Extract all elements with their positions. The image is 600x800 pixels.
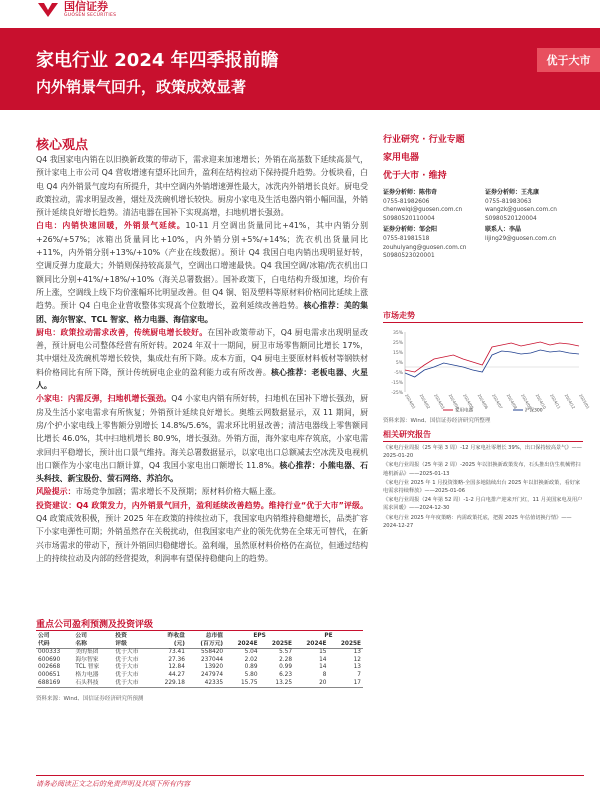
table-row <box>36 649 363 657</box>
cell-mktcap: 13920 <box>204 664 224 671</box>
cell-close: 44.27 <box>168 671 185 678</box>
x-tick-label: 2024/05 <box>462 393 475 410</box>
analyst-name: 证券分析师：王兆康 <box>485 189 540 196</box>
y-tick-label: 15% <box>392 351 403 356</box>
cell-name: 石头科技 <box>73 680 113 688</box>
table-header-row <box>36 633 363 641</box>
cell-pe25: 13 <box>353 664 361 671</box>
cell-name: 海尔智家 <box>75 656 99 663</box>
col-header: 2025E <box>329 641 364 649</box>
related-item[interactable]: 《家电行业周报（25 年第 3 周）-12 月家电社零增长 39%，出口保持较高景气》——2025-01-20 <box>383 445 582 460</box>
kitchen-paragraph <box>36 326 368 392</box>
col-header-eps: EPS <box>253 633 266 639</box>
cell-rating: 优于大市 <box>113 680 152 688</box>
x-tick-label: 2024/10 <box>534 393 548 410</box>
cell-eps24: 2.02 <box>244 656 258 663</box>
cell-code: 600690 <box>38 656 61 663</box>
report-title: 家电行业 2024 年四季报前瞻 <box>36 50 279 71</box>
cell-pe24: 15 <box>319 649 327 656</box>
analyst-phone: 0755-81981518 <box>383 235 430 242</box>
guosen-logo-icon <box>38 3 58 17</box>
cell-eps25: 13.25 <box>260 680 294 688</box>
kitchen-body: 在国补政策带动下，Q4 厨电需求出现明显改善，预计厨电公司整体经营有所好转。2024 年双十一期间，厨卫市场零售额同比增长 17%，其中烟灶及洗碗机等增长较快，集成灶有所下降。成本方面，Q4 厨电主要原材料板材等钢铁材料价格同比有所下降，预计传统厨电企业的盈利能力或有所改善。 <box>36 327 368 377</box>
table-divider <box>36 630 363 631</box>
cell-eps24: 5.04 <box>244 649 258 656</box>
kitchen-core-label: 核心推荐： <box>270 367 312 377</box>
cell-pe25: 13 <box>353 649 361 656</box>
legend-label: 家用电器 <box>455 408 473 414</box>
risk-body: 市场竞争加剧；需求增长不及预期；原材料价格大幅上涨。 <box>75 487 281 497</box>
cell-pe24: 20 <box>294 680 328 688</box>
analyst-grid <box>383 189 583 264</box>
side-panel <box>383 133 583 264</box>
forecast-table <box>36 633 363 688</box>
small-label: 小家电：内需反弹，扫地机增长强劲。 <box>36 394 172 404</box>
market-title: 市场走势 <box>383 311 415 320</box>
legend-label: 沪深300 <box>525 408 543 414</box>
x-tick-label: 2024/02 <box>418 393 432 410</box>
cell-code: 002668 <box>38 664 61 671</box>
analyst-email[interactable]: chenweiqi@guosen.com.cn <box>383 207 463 214</box>
x-tick-label: 2024/11 <box>549 393 562 410</box>
related-item[interactable]: 《家电行业周报（25 年第 2 周）-2025 年以旧换新政策发布，石头推出仿生机械臂扫地机新品》——2025-01-13 <box>383 462 581 477</box>
related-title: 相关研究报告 <box>383 430 431 439</box>
analyst-card <box>485 189 585 223</box>
analyst-cert: S0980523020001 <box>383 253 435 260</box>
small-core: 小熊电器、石头科技、新宝股份、萤石网络、苏泊尔。 <box>36 460 368 484</box>
x-tick-label: 2025/01 <box>578 393 591 410</box>
cell-pe24: 8 <box>322 671 327 678</box>
x-tick-label: 2024/04 <box>447 393 461 410</box>
cell-close: 73.41 <box>168 649 185 656</box>
col-header: (元) <box>152 641 187 649</box>
cell-eps24: 5.80 <box>244 671 258 678</box>
small-paragraph <box>36 392 368 485</box>
table-title: 重点公司盈利预测及投资评级 <box>36 620 154 630</box>
cell-eps25: 6.23 <box>279 671 293 678</box>
col-header: 2025E <box>260 641 294 649</box>
guosen-logo <box>38 0 116 20</box>
series-line-hs300 <box>405 350 579 377</box>
footer-disclaimer: 请务必阅读正文之后的免责声明及其项下所有内容 <box>36 780 190 788</box>
y-tick-label: 5% <box>395 361 403 366</box>
related-list <box>383 444 583 531</box>
analyst-card <box>383 226 481 260</box>
cell-eps25: 0.99 <box>279 664 293 671</box>
intro-paragraph <box>36 153 368 219</box>
col-header: 代码 <box>36 641 73 649</box>
cell-mktcap: 558420 <box>200 649 224 656</box>
invest-label: 投资建议：Q4 政策发力，内外销景气回升，盈利延续改善趋势。维持行业“优于大市”评级。 <box>36 500 368 510</box>
analyst-card <box>383 189 481 223</box>
cell-rating: 优于大市 <box>115 656 139 663</box>
cell-eps25: 5.57 <box>279 649 293 656</box>
footer-divider <box>36 775 584 776</box>
invest-body: Q4 政策成效积极，预计 2025 年在政策的持续拉动下，我国家电内销维持稳健增长，品类扩容下小家电弹性可期；外销虽然存在关税扰动，但我国家电产业的领先优势在全球无可替代，在新兴市场需求的带动下，预计外销回归稳健增长。盈利端，虽然原材料价格仍在高位，但通过结构上的持续拉动及内部的经营提效，利润率有望保持稳健向上的趋势。 <box>36 514 368 563</box>
analyst-cert: S0980520110004 <box>383 215 435 222</box>
invest-paragraph <box>36 499 368 565</box>
x-tick-label: 2024/12 <box>563 393 577 410</box>
cell-rating: 优于大市 <box>115 649 139 656</box>
logo-cn: 国信证券 <box>64 0 108 13</box>
col-header: 公司 <box>75 633 87 639</box>
table-row <box>36 680 363 688</box>
cell-mktcap: 237044 <box>200 656 224 663</box>
cell-rating: 优于大市 <box>115 664 139 671</box>
logo-en: GUOSEN SECURITIES <box>64 13 117 18</box>
cell-pe24: 14 <box>319 656 327 663</box>
x-tick-label: 2024/01 <box>404 393 417 410</box>
related-divider <box>383 441 583 442</box>
market-chart-svg <box>383 326 591 414</box>
cell-pe25: 17 <box>329 680 364 688</box>
small-core-label: 核心推荐： <box>279 460 320 470</box>
cell-name: TCL 智家 <box>75 664 100 671</box>
cell-pe25: 7 <box>357 671 361 678</box>
analyst-name: 联系人：李晶 <box>485 226 522 234</box>
cell-close: 27.36 <box>168 656 185 663</box>
market-divider <box>383 322 583 323</box>
market-chart <box>383 326 591 414</box>
x-tick-label: 2024/09 <box>520 393 533 410</box>
risk-label: 风险提示： <box>36 487 76 497</box>
analyst-name: 证券分析师：陈伟奇 <box>383 189 438 196</box>
cell-pe24: 14 <box>319 664 327 671</box>
white-label: 白电：内销快速回暖，外销景气延续。 <box>36 221 186 231</box>
col-header: 2024E <box>225 641 259 649</box>
rating-badge: 优于大市 <box>537 48 600 72</box>
related-item[interactable]: 《家电行业 2025 年 1 月投资策略-全国多地陆续出台 2025 年以旧换新政策，看好家电需求持续释放》——2025-01-06 <box>383 479 581 495</box>
table-header-row <box>36 641 363 649</box>
white-core: 美的集团、海尔智家、TCL 智家、格力电器、海信家电。 <box>36 301 368 324</box>
cell-name: 美的集团 <box>75 649 99 656</box>
y-tick-label: -15% <box>391 381 403 386</box>
table-source: 资料来源：Wind、国信证券经济研究所预测 <box>36 696 144 702</box>
kitchen-core: 老板电器、火星人。 <box>36 367 368 391</box>
x-tick-label: 2024/08 <box>505 393 519 410</box>
y-tick-label: 25% <box>392 341 403 346</box>
cell-eps24: 15.75 <box>225 680 259 688</box>
cell-eps24: 0.89 <box>244 664 258 671</box>
analyst-email[interactable]: zouhuiyang@guosen.com.cn <box>383 244 467 251</box>
chart-source: 资料来源：Wind、国信证券经济研究所整理 <box>383 418 491 424</box>
col-header: 总市值 <box>205 633 224 639</box>
col-header: 昨收盘 <box>167 633 185 639</box>
cell-eps25: 2.28 <box>279 656 293 663</box>
sector-name: 家用电器 <box>383 153 420 163</box>
col-header: 2024E <box>294 641 328 649</box>
col-header: (百万元) <box>187 641 225 649</box>
intro-text: Q4 我国家电内销在以旧换新政策的带动下，需求迎来加速增长；外销在高基数下延续高景气，预计家电上市公司 Q4 营收增速有望环比回升，盈利在结构拉动下保持提升趋势。分板块看，白电 Q4 内外销景气度均有所提升，其中空调内外销增速弹性最大，冰洗内外销增长良好。厨电受政策拉动，需求明显改善，烟灶及洗碗机增长较快。厨房小家电及生活电器内销小幅回温，外销预计延续良好增长趋势。清洁电器在国补下实现高增，扫地机增长强劲。 <box>36 155 368 218</box>
cell-code: 000651 <box>38 671 61 678</box>
risk-paragraph <box>36 485 368 498</box>
cell-mktcap: 42335 <box>187 680 225 688</box>
col-header: 投资 <box>115 633 127 639</box>
col-header: 名称 <box>73 641 113 649</box>
analyst-card <box>485 226 585 260</box>
cell-close: 12.84 <box>168 664 185 671</box>
analyst-cert: S0980520120004 <box>485 215 537 222</box>
x-tick-label: 2024/07 <box>491 393 504 410</box>
y-tick-label: 35% <box>392 331 403 336</box>
white-paragraph <box>36 219 368 325</box>
cell-code: 000333 <box>38 649 61 656</box>
white-body: 10-11 月空调出货量同比+41%，其中内销分别+26%/+57%；冰箱出货量同比+10%，内外销分别+5%/+14%；洗衣机出货量同比+11%，内外销分别+13%/+10%（产业在线数据）。预计 Q4 我国白电内销出现明显好转，空调反弹力度最大；外销则保持较高景气，空调出口增速最快。Q4 我国空调/冰箱/洗衣机出口额同比分别+41%/+18%/+10%（海关总署数据）。国补政策下，白电结构升级加速，均价有所上涨，空调线上线下均价涨幅环比明显改善。但 Q4 铜、铝及塑料等原材料价格同比延续上涨趋势。预计 Q4 白电企业营收整体实现高个位数增长，盈利延续改善趋势。 <box>36 221 368 311</box>
table-row <box>36 672 363 680</box>
cell-code: 688169 <box>36 680 73 688</box>
col-header-pe: PE <box>324 633 333 639</box>
sector-rating: 优于大市 · 维持 <box>383 171 447 181</box>
cell-rating: 优于大市 <box>115 671 139 678</box>
report-subtitle: 内外销景气回升，政策成效显著 <box>36 78 247 96</box>
y-tick-label: -5% <box>394 371 403 376</box>
analyst-phone: 0755-81983063 <box>485 198 532 205</box>
kitchen-label: 厨电：政策拉动需求改善，传统厨电增长较好。 <box>36 327 208 337</box>
col-header: 公司 <box>38 633 50 639</box>
analyst-name: 证券分析师：邹会阳 <box>383 226 438 234</box>
cell-mktcap: 247974 <box>200 671 224 678</box>
x-tick-label: 2024/06 <box>476 393 490 410</box>
cell-pe25: 12 <box>353 656 361 663</box>
cell-name: 格力电器 <box>75 671 99 678</box>
report-type: 行业研究 · 行业专题 <box>383 135 465 145</box>
analyst-phone: 0755-81982606 <box>383 198 430 205</box>
col-header: 评级 <box>113 641 152 649</box>
analyst-email[interactable]: wangzk@guosen.com.cn <box>485 207 557 214</box>
y-tick-label: -25% <box>391 391 403 396</box>
white-core-label: 核心推荐： <box>303 301 344 311</box>
related-item[interactable]: 《家电行业 2025 年年度策略：内需政策托底，把握 2025 年估值切换行情》——2024-12-27 <box>383 514 572 529</box>
table-row <box>36 664 363 672</box>
analyst-email[interactable]: lijing29@guosen.com.cn <box>485 235 557 242</box>
x-tick-label: 2024/03 <box>433 393 446 410</box>
related-item[interactable]: 《家电行业周报（24 年第 52 周）-1-2 月白电排产迎来开门红，11 月美国家电及用户需求回暖》——2024-12-30 <box>383 497 583 512</box>
cell-close: 229.18 <box>152 680 187 688</box>
core-heading: 核心观点 <box>36 138 89 153</box>
small-body: Q4 小家电内销有所好转，扫地机在国补下增长强劲，厨房及生活小家电需求有所恢复；外销预计延续良好增长。奥维云网数据显示，双 11 期间，厨房/个护小家电线上零售额分别增长 14.8%/5.6%，需求环比明显改善；清洁电器线上零售额同比增长 46.0%，其中扫地机增长 80.9%，增长强劲。外销方面，海外家电库存筑底，小家电需求回归平稳增长，预计出口景气维持。海关总署数据显示，以家电出口总额减去空冰洗及电视机出口额作为小家电出口额计算，Q4 我国小家电出口额增长 11.8%。 <box>36 394 368 470</box>
core-body <box>36 153 368 565</box>
